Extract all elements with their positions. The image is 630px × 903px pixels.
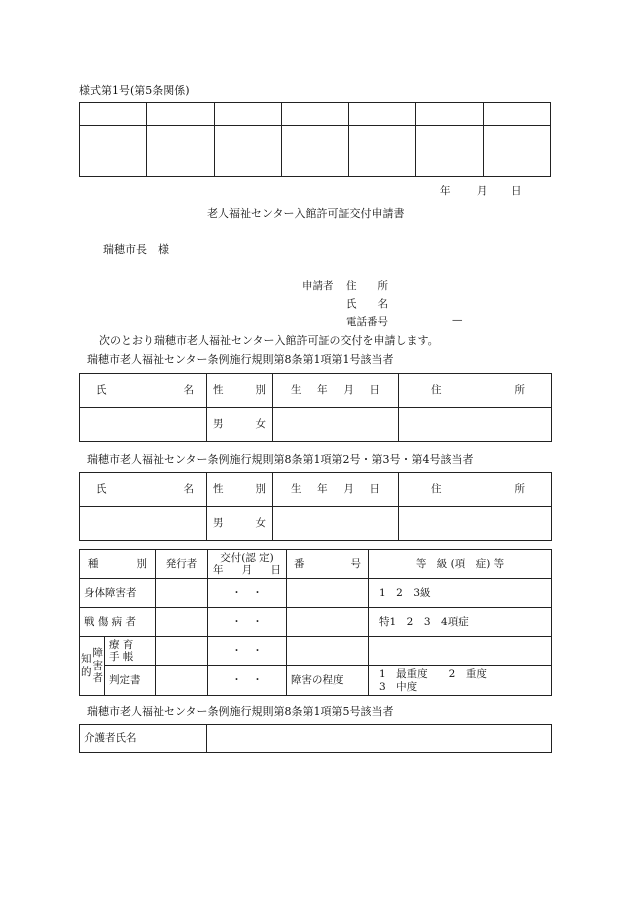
receipt-cell xyxy=(147,103,214,126)
name-cell[interactable] xyxy=(80,507,207,541)
address-cell[interactable] xyxy=(399,507,552,541)
intellectual-label-char: 害 xyxy=(92,659,103,672)
sex-cell[interactable] xyxy=(207,408,273,442)
issue-date-cell[interactable]: ・ ・ xyxy=(208,579,287,608)
section1-heading: 瑞穂市老人福祉センター条例施行規則第8条第1項第1号該当者 xyxy=(87,353,394,366)
disability-table xyxy=(79,549,552,696)
applicant-name: 氏 名 xyxy=(346,298,388,310)
number-header-b: 号 xyxy=(350,557,361,570)
date-year: 年 xyxy=(440,185,451,197)
issue-date-cell[interactable]: ・ ・ xyxy=(208,608,287,637)
request-text: 次のとおり瑞穂市老人福祉センター入館許可証の交付を申請します。 xyxy=(99,334,439,347)
care-handbook-line1: 療 育 xyxy=(109,638,134,651)
number-header xyxy=(287,550,369,579)
name-header-a: 氏 xyxy=(96,483,107,496)
issue-year-label: 年 xyxy=(213,564,224,576)
document-title: 老人福祉センター入館許可証交付申請書 xyxy=(207,207,405,220)
birth-header-2: 年 xyxy=(317,483,328,496)
receipt-cell xyxy=(483,126,550,177)
receipt-box xyxy=(79,102,551,177)
address-header-b: 所 xyxy=(514,483,525,496)
sex-header xyxy=(207,473,273,507)
number-header-a: 番 xyxy=(294,557,305,570)
receipt-cell xyxy=(483,103,550,126)
physical-grade[interactable]: 1 2 3級 xyxy=(369,579,552,608)
birth-header-2: 年 xyxy=(317,384,328,397)
war-injury-grade[interactable]: 特1 2 3 4項症 xyxy=(369,608,552,637)
degree-grade-line1: 1 最重度 2 重度 xyxy=(379,668,487,681)
address-header-b: 所 xyxy=(514,384,525,397)
type-header-b: 別 xyxy=(136,557,147,570)
receipt-cell xyxy=(281,126,348,177)
sex-header-b: 別 xyxy=(255,384,266,397)
receipt-cell xyxy=(214,103,281,126)
receipt-cell xyxy=(416,126,483,177)
receipt-cell xyxy=(416,103,483,126)
issue-date-cell[interactable]: ・ ・ xyxy=(208,666,287,696)
intellectual-disability-label xyxy=(80,637,105,696)
address-header xyxy=(399,473,552,507)
receipt-cell xyxy=(80,126,147,177)
care-handbook-line2: 手 帳 xyxy=(109,651,134,663)
birth-header-1: 生 xyxy=(291,384,302,397)
name-header-a: 氏 xyxy=(96,384,107,397)
sex-header-b: 別 xyxy=(255,483,266,496)
care-handbook-label xyxy=(105,637,156,666)
receipt-cell xyxy=(349,126,416,177)
birth-header xyxy=(273,374,399,408)
section1-table xyxy=(79,373,552,442)
address-header-a: 住 xyxy=(431,384,442,397)
birth-cell[interactable] xyxy=(273,507,399,541)
intellectual-label-char: 者 xyxy=(92,672,103,685)
birth-header-3: 月 xyxy=(343,384,354,397)
intellectual-label-char: 障 xyxy=(92,647,103,660)
grade-cell[interactable] xyxy=(369,637,552,666)
name-header xyxy=(80,374,207,408)
number-cell[interactable] xyxy=(287,579,369,608)
caregiver-label: 介護者氏名 xyxy=(80,725,207,753)
type-header-a: 種 xyxy=(88,557,99,570)
intellectual-label-char: 的 xyxy=(81,666,92,678)
addressee: 瑞穂市長 様 xyxy=(103,243,169,256)
section3-heading: 瑞穂市老人福祉センター条例施行規則第8条第1項第5号該当者 xyxy=(87,705,394,718)
receipt-cell xyxy=(349,103,416,126)
female-option[interactable]: 女 xyxy=(255,418,266,431)
applicant-label: 申請者 xyxy=(302,280,334,292)
birth-header-3: 月 xyxy=(343,483,354,496)
war-injury-label: 戦 傷 病 者 xyxy=(80,608,156,637)
birth-cell[interactable] xyxy=(273,408,399,442)
issue-date-cell[interactable]: ・ ・ xyxy=(208,637,287,666)
degree-grade-line2: 3 中度 xyxy=(379,680,418,693)
issue-month-label: 月 xyxy=(241,564,253,576)
type-header xyxy=(80,550,156,579)
issue-day-label: 日 xyxy=(270,564,281,576)
issuer-cell[interactable] xyxy=(156,579,208,608)
birth-header-1: 生 xyxy=(291,483,302,496)
address-header xyxy=(399,374,552,408)
grade-header: 等 級 (項 症) 等 xyxy=(369,550,552,579)
sex-cell[interactable] xyxy=(207,507,273,541)
applicant-address: 住 所 xyxy=(346,280,388,292)
issue-date-header-top: 交付(認 定) xyxy=(220,551,274,564)
caregiver-name-cell[interactable] xyxy=(207,725,552,753)
female-option[interactable]: 女 xyxy=(255,517,266,530)
name-header-b: 名 xyxy=(183,483,194,496)
issuer-cell[interactable] xyxy=(156,608,208,637)
name-header xyxy=(80,473,207,507)
date-month: 月 xyxy=(477,185,488,197)
date-day: 日 xyxy=(511,185,522,197)
receipt-cell xyxy=(281,103,348,126)
issuer-header: 発行者 xyxy=(156,550,208,579)
sex-header-a: 性 xyxy=(213,384,224,397)
receipt-cell xyxy=(214,126,281,177)
receipt-cell xyxy=(147,126,214,177)
male-option[interactable]: 男 xyxy=(213,517,224,530)
issue-date-header xyxy=(208,550,287,579)
degree-grade[interactable] xyxy=(369,666,552,696)
sex-header xyxy=(207,374,273,408)
address-cell[interactable] xyxy=(399,408,552,442)
form-number: 様式第1号(第5条関係) xyxy=(79,84,190,97)
caregiver-table xyxy=(79,724,552,753)
section2-table xyxy=(79,472,552,541)
sex-header-a: 性 xyxy=(213,483,224,496)
degree-label: 障害の程度 xyxy=(287,666,369,696)
birth-header xyxy=(273,473,399,507)
name-header-b: 名 xyxy=(183,384,194,397)
section2-heading: 瑞穂市老人福祉センター条例施行規則第8条第1項第2号・第3号・第4号該当者 xyxy=(87,453,474,466)
physical-disability-label: 身体障害者 xyxy=(80,579,156,608)
birth-header-4: 日 xyxy=(369,483,380,496)
address-header-a: 住 xyxy=(431,483,442,496)
name-cell[interactable] xyxy=(80,408,207,442)
phone-dash: — xyxy=(452,314,463,326)
issuer-cell[interactable] xyxy=(156,666,208,696)
applicant-phone: 電話番号 xyxy=(346,316,388,328)
number-cell[interactable] xyxy=(287,637,369,666)
issuer-cell[interactable] xyxy=(156,637,208,666)
number-cell[interactable] xyxy=(287,608,369,637)
intellectual-label-char: 知 xyxy=(81,653,92,666)
judgment-label: 判定書 xyxy=(105,666,156,696)
male-option[interactable]: 男 xyxy=(213,418,224,431)
receipt-cell xyxy=(80,103,147,126)
birth-header-4: 日 xyxy=(369,384,380,397)
